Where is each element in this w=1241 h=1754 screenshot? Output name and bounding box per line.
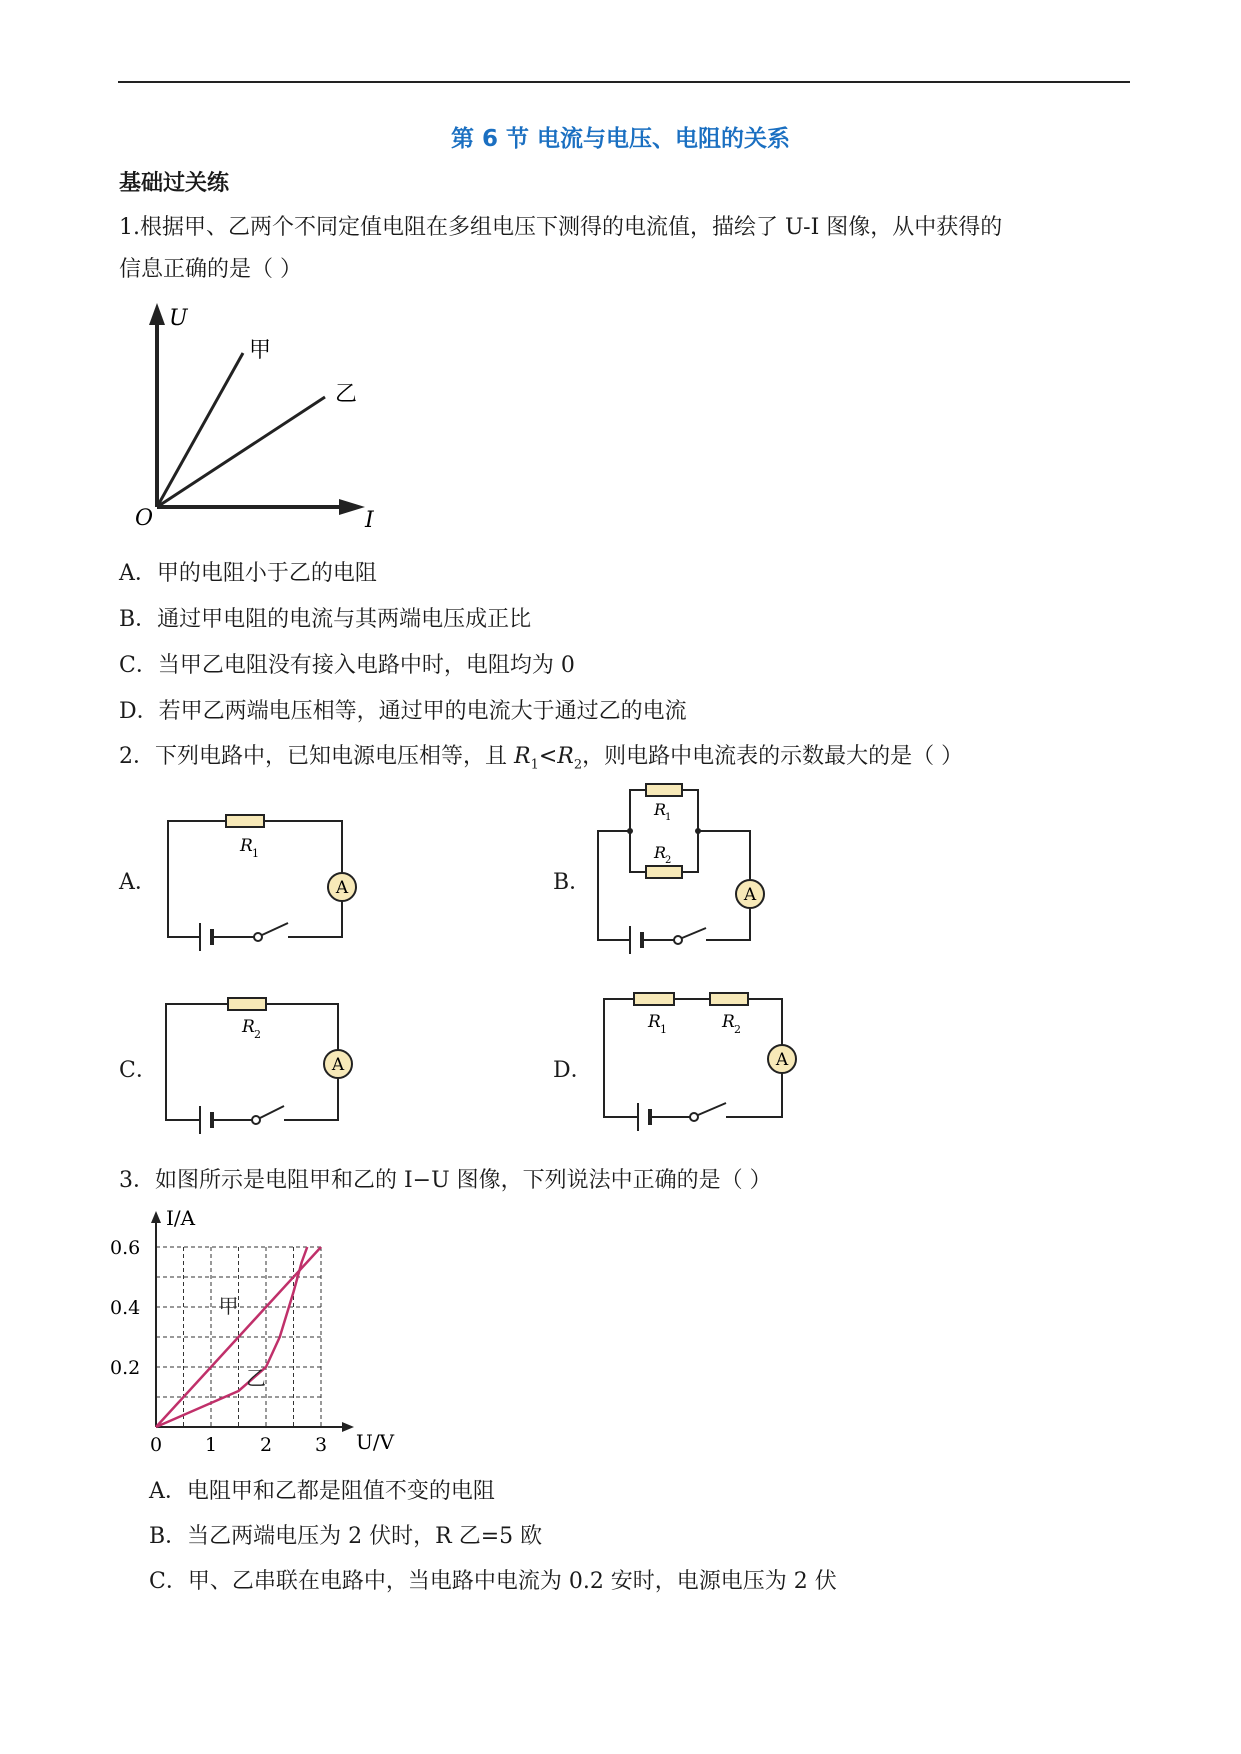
resistor-r2 bbox=[710, 993, 748, 1005]
q2-label-b: B． bbox=[553, 870, 592, 895]
q2-r2: R bbox=[557, 744, 574, 769]
q2-lt: < bbox=[538, 744, 558, 769]
x-tick-label: 1 bbox=[205, 1434, 218, 1456]
r1-sub: 1 bbox=[665, 812, 672, 823]
q2-r2-sub: 2 bbox=[573, 757, 583, 773]
q1-option-b: B．通过甲电阻的电流与其两端电压成正比 bbox=[119, 607, 532, 632]
r1-sub: 1 bbox=[660, 1023, 667, 1036]
q2-stem-post: ，则电路中电流表的示数最大的是（ ） bbox=[582, 744, 964, 769]
q3-y-label: I/A bbox=[166, 1206, 196, 1230]
q2-label-a: A． bbox=[119, 870, 157, 895]
q1-origin-label: O bbox=[135, 506, 154, 531]
r1-label: R bbox=[654, 800, 667, 819]
r2-sub: 2 bbox=[665, 855, 672, 866]
resistor-r1 bbox=[226, 815, 264, 827]
resistor-r2 bbox=[228, 998, 266, 1010]
q3-x-label: U/V bbox=[356, 1430, 395, 1454]
r-label: R bbox=[242, 1017, 255, 1037]
r-label: R bbox=[240, 836, 253, 856]
q2-stem bbox=[119, 739, 963, 772]
x-tick-label: 2 bbox=[260, 1434, 273, 1456]
r2-label: R bbox=[722, 1012, 735, 1032]
q1-line-yi bbox=[157, 397, 325, 507]
ammeter-label: A bbox=[775, 1050, 789, 1070]
ammeter-label: A bbox=[335, 878, 349, 898]
q3-x-axis-arrow bbox=[342, 1422, 354, 1432]
q1-i-label: I bbox=[365, 508, 374, 533]
y-tick-label: 0.2 bbox=[110, 1357, 141, 1379]
q1-i-axis-arrow bbox=[339, 499, 365, 515]
q1-stem-line2: 信息正确的是（ ） bbox=[119, 257, 302, 282]
r2-sub: 2 bbox=[734, 1023, 741, 1036]
ammeter-label: A bbox=[331, 1055, 345, 1075]
q1-yi-label: 乙 bbox=[335, 382, 358, 407]
q2-circuit-d bbox=[598, 985, 808, 1135]
q2-label-c: C． bbox=[119, 1058, 158, 1083]
q2-circuit-c bbox=[160, 990, 360, 1140]
q3-y-axis-arrow bbox=[151, 1211, 161, 1223]
q1-option-a: A．甲的电阻小于乙的电阻 bbox=[119, 561, 377, 586]
section-heading: 基础过关练 bbox=[119, 171, 230, 196]
q3-option-a: A．电阻甲和乙都是阻值不变的电阻 bbox=[149, 1479, 495, 1504]
q1-option-d: D．若甲乙两端电压相等，通过甲的电流大于通过乙的电流 bbox=[119, 699, 687, 724]
q3-iu-chart bbox=[110, 1205, 430, 1475]
q2-stem-pre: 2．下列电路中，已知电源电压相等，且 bbox=[119, 744, 514, 769]
q1-stem-line1: 1.根据甲、乙两个不同定值电阻在多组电压下测得的电流值，描绘了 U-I 图像，从中获得的 bbox=[119, 215, 1003, 240]
q1-ui-graph bbox=[125, 295, 385, 540]
q1-u-label: U bbox=[169, 306, 188, 331]
q1-option-c: C．当甲乙电阻没有接入电路中时，电阻均为 0 bbox=[119, 653, 575, 678]
r1-label: R bbox=[648, 1012, 661, 1032]
q2-r1: R bbox=[514, 744, 531, 769]
q1-u-axis-arrow bbox=[149, 303, 165, 325]
y-tick-label: 0.4 bbox=[110, 1297, 141, 1319]
resistor-r1 bbox=[634, 993, 674, 1005]
top-rule bbox=[118, 81, 1130, 83]
q2-r1-sub: 1 bbox=[530, 757, 539, 773]
y-tick-label: 0.6 bbox=[110, 1237, 141, 1259]
series-jia-label: 甲 bbox=[218, 1294, 239, 1318]
r2-label: R bbox=[654, 843, 667, 862]
page-title: 第 6 节 电流与电压、电阻的关系 bbox=[450, 126, 791, 152]
q3-option-b: B．当乙两端电压为 2 伏时，R 乙=5 欧 bbox=[149, 1524, 543, 1549]
q2-label-d: D． bbox=[553, 1058, 593, 1083]
resistor-r2 bbox=[646, 866, 682, 878]
q1-line-jia bbox=[157, 353, 243, 507]
q2-circuit-b bbox=[590, 778, 790, 968]
x-tick-label: 3 bbox=[315, 1434, 328, 1456]
q2-circuit-a bbox=[160, 805, 360, 965]
r-sub: 2 bbox=[254, 1028, 261, 1041]
r-sub: 1 bbox=[252, 847, 259, 860]
ammeter-label: A bbox=[743, 885, 757, 905]
q3-stem: 3．如图所示是电阻甲和乙的 I−U 图像，下列说法中正确的是（ ） bbox=[119, 1168, 772, 1193]
q3-option-c: C．甲、乙串联在电路中，当电路中电流为 0.2 安时，电源电压为 2 伏 bbox=[149, 1569, 837, 1594]
resistor-r1 bbox=[646, 784, 682, 796]
q1-jia-label: 甲 bbox=[249, 338, 272, 363]
series-yi-label: 乙 bbox=[246, 1366, 266, 1390]
x-tick-label: 0 bbox=[150, 1434, 163, 1456]
